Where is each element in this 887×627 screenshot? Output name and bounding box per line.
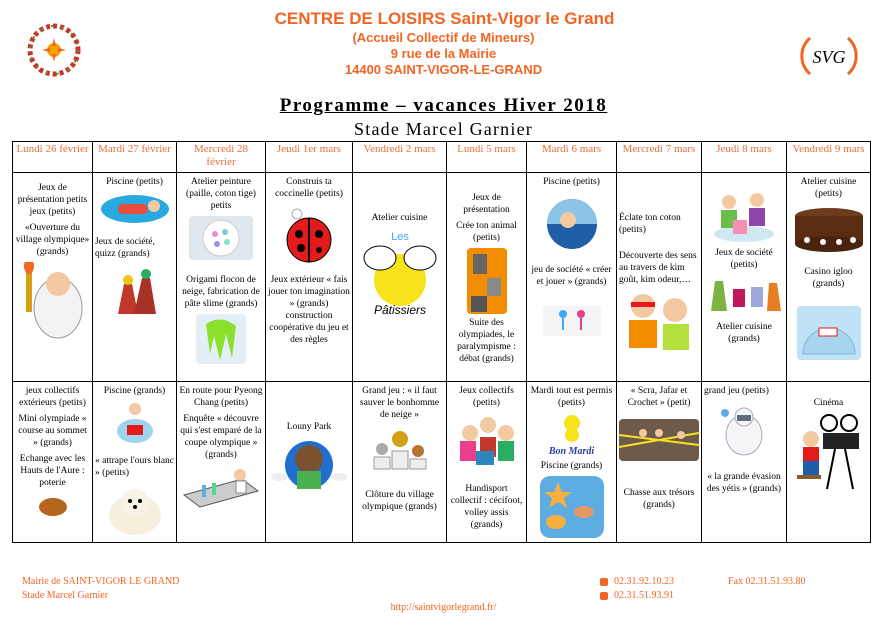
activity-text: Construis ta coccinelle (petits) <box>275 177 343 199</box>
activity-text: Atelier cuisine (petits) <box>800 177 857 199</box>
activity-text: Clôture du village olympique (grands) <box>362 490 437 512</box>
day-header: Mardi 27 février <box>93 142 177 173</box>
activity-cell <box>527 173 617 382</box>
program-location: Stade Marcel Garnier <box>354 119 533 139</box>
swimmer-icon <box>100 192 170 226</box>
svg-text:Pâtissiers: Pâtissiers <box>373 303 426 316</box>
activity-text: Louny Park <box>286 422 332 432</box>
splash-kid-icon <box>115 401 155 447</box>
activity-text: Éclate ton coton (petits) <box>619 213 681 235</box>
activity-text: Cinéma <box>813 398 844 408</box>
polar-bear-icon <box>105 483 165 535</box>
trophies-podium-icon <box>370 425 430 471</box>
activity-cell <box>353 173 447 382</box>
footer-contact <box>22 575 179 603</box>
activity-text: « la grande évasion des yétis » (grands) <box>706 472 782 494</box>
slime-icon <box>196 314 246 364</box>
activity-text: En route pour Pyeong Chang (petits) <box>179 386 263 408</box>
paint-plate-icon <box>189 216 253 260</box>
activity-text: «Ouverture du village olympique» (grands) <box>15 223 90 257</box>
activity-text: Jeux de société (petits) <box>715 248 773 270</box>
activity-cell <box>177 173 266 382</box>
activity-text: Crée ton animal (petits) <box>456 221 517 243</box>
ladybug-icon <box>283 204 335 264</box>
activity-cell <box>13 382 93 543</box>
program-table <box>12 141 871 543</box>
activity-cell <box>266 173 353 382</box>
footer-place: Stade Marcel Garnier <box>22 590 109 601</box>
day-header: Jeudi 8 mars <box>702 142 787 173</box>
days-header-row <box>13 142 871 173</box>
activity-text: Piscine (grands) <box>103 386 166 396</box>
ptits-patissiers-logo-icon <box>360 228 440 316</box>
activity-text: Chasse aux trésors (grands) <box>623 488 695 510</box>
day-header: Jeudi 1er mars <box>266 142 353 173</box>
swimming-kid-icon <box>546 198 598 250</box>
pottery-icon <box>33 493 73 517</box>
activity-text: Atelier peinture (paille, coton tige) petits <box>186 177 256 211</box>
program-title: Programme – vacances Hiver 2018 <box>279 95 608 116</box>
day-header: Vendredi 2 mars <box>353 142 447 173</box>
activity-cell <box>702 382 787 543</box>
activity-cell <box>702 173 787 382</box>
chocolate-cake-icon <box>793 204 865 254</box>
footer-fax: Fax 02.31.51.93.80 <box>728 576 806 587</box>
activity-cell <box>447 382 527 543</box>
activity-text: Découverte des sens au travers de kim goût, kim odeur,… <box>619 251 697 285</box>
board-game-kids-icon <box>711 188 777 244</box>
chess-jesters-icon <box>110 264 160 316</box>
activity-text: jeux collectifs extérieurs (petits) <box>19 386 86 408</box>
address-line-1: 9 rue de la Mairie <box>390 46 497 61</box>
activity-cell <box>93 382 177 543</box>
tweety-bird-icon <box>557 413 587 443</box>
scientist-lab-icon <box>182 465 260 509</box>
blindfold-kids-icon <box>621 290 697 352</box>
activity-text: Echange avec les Hauts de l'Aure : poterie <box>19 454 86 488</box>
day-header: Vendredi 9 mars <box>787 142 871 173</box>
activity-text: Jeux de présentation <box>463 193 510 215</box>
animal-puzzle-icon <box>467 248 507 314</box>
centre-header <box>0 8 887 78</box>
day-header: Mercredi 7 mars <box>617 142 702 173</box>
day-header: Mardi 6 mars <box>527 142 617 173</box>
activity-cell <box>353 382 447 543</box>
activity-text: Piscine (grands) <box>540 461 603 471</box>
activity-cell <box>617 173 702 382</box>
afternoon-row <box>13 382 871 543</box>
activity-cell <box>13 173 93 382</box>
film-projector-kid-icon <box>795 413 863 491</box>
activity-text: Piscine (petits) <box>106 177 163 187</box>
bon-mardi-text: Bon Mardi <box>548 446 595 457</box>
aprons-icon <box>705 275 783 315</box>
activity-text: Piscine (petits) <box>543 177 600 187</box>
phone-icon <box>600 578 608 586</box>
activity-text: « Scra, Jafar et Crochet » (petit) <box>627 386 691 408</box>
morning-row <box>13 173 871 382</box>
activity-text: Mini olympiade « course au sommet » (grands) <box>18 414 87 448</box>
footer-org: Mairie de SAINT-VIGOR LE GRAND <box>22 576 180 587</box>
activity-text: « attrape l'ours blanc » (petits) <box>95 456 175 478</box>
svg-text:SVG: SVG <box>812 47 846 67</box>
day-header: Lundi 5 mars <box>447 142 527 173</box>
activity-text: Mardi tout est permis (petits) <box>530 386 613 408</box>
day-header: Mercredi 28 février <box>177 142 266 173</box>
footer-website-link[interactable]: http://saintvigorlegrand.fr/ <box>390 602 497 613</box>
activity-text: Grand jeu : « il faut sauver le bonhomme de neige » <box>359 386 440 420</box>
activity-cell <box>93 173 177 382</box>
activity-cell <box>266 382 353 543</box>
footer-phones <box>600 575 674 603</box>
igloo-icon <box>797 306 861 360</box>
svg-town-logo-icon <box>800 26 858 86</box>
activity-text: Atelier cuisine <box>371 213 428 223</box>
activity-cell <box>177 382 266 543</box>
activity-text: Atelier cuisine (grands) <box>716 322 772 344</box>
activity-cell <box>617 382 702 543</box>
activity-cell <box>447 173 527 382</box>
activity-text: Handisport collectif : cécifoot, volley assis (grands) <box>450 484 523 530</box>
children-circle-icon <box>452 413 522 467</box>
phone-number-1: 02.31.92.10.23 <box>614 576 674 587</box>
activity-text: Jeux extérieur « fais jouer ton imagination » (grands) construction coopérative du jeu et des règles <box>268 275 350 345</box>
phone-icon <box>600 592 608 600</box>
phone-number-2: 02.31.51.93.91 <box>614 590 674 601</box>
address-line-2: 14400 SAINT-VIGOR-LE-GRAND <box>344 62 543 77</box>
day-header: Lundi 26 février <box>13 142 93 173</box>
activity-text: Jeux de société, quizz (grands) <box>95 237 155 259</box>
activity-text: Casino igloo (grands) <box>804 267 853 289</box>
centre-title: CENTRE DE LOISIRS Saint-Vigor le Grand <box>274 9 615 28</box>
svg-text:Les: Les <box>390 231 409 243</box>
activity-text: jeu de société « créer et jouer » (grands) <box>531 265 612 287</box>
activity-text: Origami flocon de neige, fabrication de pâte slime (grands) <box>182 275 260 309</box>
zeus-torch-icon <box>22 262 84 342</box>
yeti-icon <box>719 403 769 459</box>
activity-text: grand jeu (petits) <box>704 386 769 396</box>
centre-subtitle: (Accueil Collectif de Mineurs) <box>352 30 535 45</box>
sea-animals-app-icon <box>540 476 604 538</box>
activity-cell <box>787 382 871 543</box>
treasure-hunt-characters-icon <box>619 419 699 461</box>
activity-text: Enquête « découvre qui s'est emparé de la coupe olympique » (grands) <box>180 414 262 460</box>
activity-text: Suite des olympiades, le paralympisme : débat (grands) <box>457 318 516 364</box>
activity-cell <box>527 382 617 543</box>
activity-cell <box>787 173 871 382</box>
louny-park-mascot-icon <box>271 437 347 491</box>
activity-text: Jeux de présentation petits jeux (petits) <box>17 183 88 217</box>
activity-text: Jeux collectifs (petits) <box>459 386 514 408</box>
stick-kids-icon <box>543 306 601 336</box>
